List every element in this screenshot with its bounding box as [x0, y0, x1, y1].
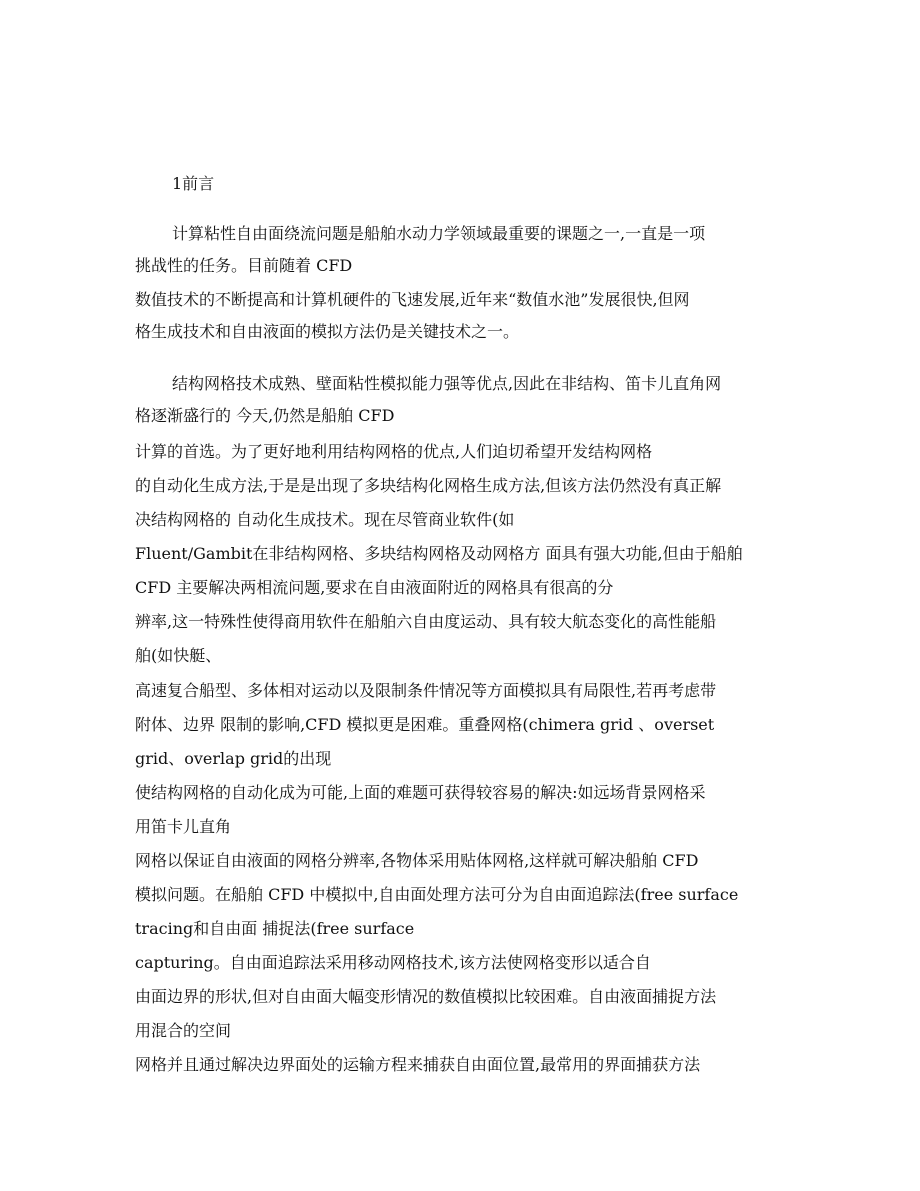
paragraph-line-12: 辨率,这一特殊性使得商用软件在船舶六自由度运动、具有较大航态变化的高性能船 [135, 612, 717, 631]
paragraph-line-23: 由面边界的形状,但对自由面大幅变形情况的数值模拟比较困难。自由液面捕捉方法 [135, 987, 717, 1006]
paragraph-line-25: 网格并且通过解决边界面处的运输方程来捕获自由面位置,最常用的界面捕获方法 [135, 1055, 701, 1074]
paragraph-line-24: 用混合的空间 [135, 1021, 232, 1040]
paragraph-line-13: 舶(如快艇、 [135, 646, 222, 665]
paragraph-line-2: 挑战性的任务。目前随着 CFD [135, 256, 353, 275]
paragraph-line-19: 网格以保证自由液面的网格分辨率,各物体采用贴体网格,这样就可解决船舶 CFD [135, 851, 699, 870]
section-heading: 1前言 [172, 174, 215, 193]
paragraph-line-15: 附体、边界 限制的影响,CFD 模拟更是困难。重叠网格(chimera grid 、overset [135, 715, 715, 734]
paragraph-line-3: 数值技术的不断提高和计算机硬件的飞速发展,近年来“数值水池”发展很快,但网 [135, 290, 690, 309]
paragraph-line-17: 使结构网格的自动化成为可能,上面的难题可获得较容易的解决:如远场背景网格采 [135, 783, 706, 802]
paragraph-line-6: 格逐渐盛行的 今天,仍然是船舶 CFD [135, 406, 395, 425]
paragraph-line-22: capturing。自由面追踪法采用移动网格技术,该方法使网格变形以适合自 [135, 953, 651, 972]
paragraph-line-20: 模拟问题。在船舶 CFD 中模拟中,自由面处理方法可分为自由面追踪法(free surface [135, 885, 739, 904]
paragraph-line-9: 决结构网格的 自动化生成技术。现在尽管商业软件(如 [135, 510, 515, 529]
paragraph-line-1: 计算粘性自由面绕流问题是船舶水动力学领域最重要的课题之一,一直是一项 [172, 224, 706, 243]
paragraph-line-7: 计算的首选。为了更好地利用结构网格的优点,人们迫切希望开发结构网格 [135, 442, 653, 461]
paragraph-line-4: 格生成技术和自由液面的模拟方法仍是关键技术之一。 [135, 322, 520, 341]
paragraph-line-14: 高速复合船型、多体相对运动以及限制条件情况等方面模拟具有局限性,若再考虑带 [135, 681, 717, 700]
paragraph-line-11: CFD 主要解决两相流问题,要求在自由液面附近的网格具有很高的分 [135, 578, 614, 597]
paragraph-line-21: tracing和自由面 捕捉法(free surface [135, 919, 415, 938]
paragraph-line-18: 用笛卡儿直角 [135, 817, 232, 836]
paragraph-line-8: 的自动化生成方法,于是是出现了多块结构化网格生成方法,但该方法仍然没有真正解 [135, 476, 722, 495]
paragraph-line-16: grid、overlap grid的出现 [135, 749, 332, 768]
paragraph-line-5: 结构网格技术成熟、壁面粘性模拟能力强等优点,因此在非结构、笛卡儿直角网 [172, 374, 722, 393]
paragraph-line-10: Fluent/Gambit在非结构网格、多块结构网格及动网格方 面具有强大功能,但由于船舶 [135, 544, 743, 563]
